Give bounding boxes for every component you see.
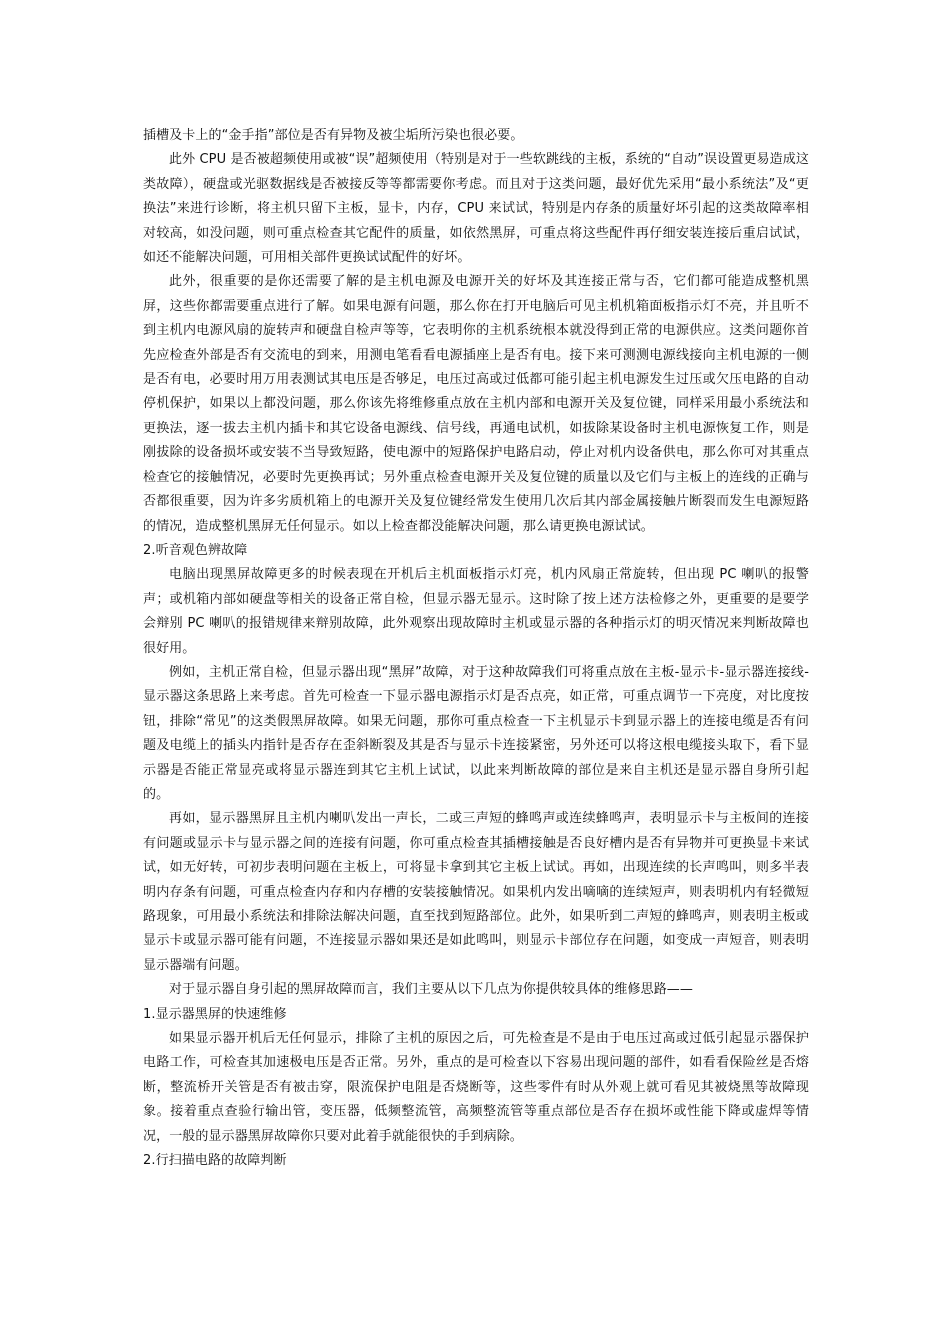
section-heading-listen-observe: 2.听音观色辨故障	[143, 542, 248, 558]
document-page	[143, 124, 809, 1173]
paragraph-beep-example: 再如，显示器黑屏且主机内喇叭发出一声长，二或三声短的蜂鸣声或连续蜂鸣声，表明显示卡与主板间的连接有问题或显示卡与显示器之间的连接有问题，你可重点检查其插槽接触是否良好槽内是否有异物并可更换显卡来试试，如无好转，可初步表明问题在主板上，可将显卡拿到其它主板上试试。再如，出现连续的长声鸣叫，则多半表明内存条有问题，可重点检查内存和内存槽的安装接触情况。如果机内发出嘀嘀的连续短声，则表明机内有轻微短路现象，可用最小系统法和排除法解决问题，直至找到短路部位。此外，如果听到二声短的蜂鸣声，则表明主板或显示卡或显示器可能有问题，不连接显示器如果还是如此鸣叫，则显示卡部位存在问题，如变成一声短音，则表明显示器端有问题。	[143, 811, 809, 973]
paragraph-continuation: 插槽及卡上的“金手指”部位是否有异物及被尘垢所污染也很必要。	[143, 128, 524, 143]
paragraph-monitor-intro: 对于显示器自身引起的黑屏故障而言，我们主要从以下几点为你提供较具体的维修思路——	[169, 982, 694, 998]
paragraph-monitor-repair: 如果显示器开机后无任何显示，排除了主机的原因之后，可先检查是不是由于电压过高或过低引起显示器保护电路工作，可检查其加速极电压是否正常。另外，重点的是可检查以下容易出现问题的部件，如看看保险丝是否熔断，整流桥开关管是否有被击穿，限流保护电阻是否烧断等，这些零件有时从外观上就可看见其被烧黑等故障现象。接着重点查验行输出管，变压器，低频整流管，高频整流管等重点部位是否存在损坏或性能下降或虚焊等情况，一般的显示器黑屏故障你只要对此着手就能很快的手到病除。	[143, 1031, 809, 1144]
paragraph-cpu-overclock: 此外 CPU 是否被超频使用或被“误”超频使用（特别是对于一些软跳线的主板，系统的“自动”误设置更易造成这类故障），硬盘或光驱数据线是否被接反等等都需要你考虑。而且对于这类问题，最好优先采用“最小系统法”及“更换法”来进行诊断，将主机只留下主板，显卡，内存，CPU 来试试，特别是内存条的质量好坏引起的这类故障率相对较高，如没问题，则可重点检查其它配件的质量，如依然黑屏，可重点将这些配件再仔细安装连接后重启试试，如还不能解决问题，可用相关部件更换试试配件的好坏。	[143, 152, 809, 266]
paragraph-power-supply: 此外，很重要的是你还需要了解的是主机电源及电源开关的好坏及其连接正常与否，它们都可能造成整机黑屏，这些你都需要重点进行了解。如果电源有问题，那么你在打开电脑后可见主机机箱面板指示灯不亮，并且听不到主机内电源风扇的旋转声和硬盘自检声等等，它表明你的主机系统根本就没得到正常的电源供应。这类问题你首先应检查外部是否有交流电的到来，用测电笔看看电源插座上是否有电。接下来可测测电源线接向主机电源的一侧是否有电，必要时用万用表测试其电压是否够足，电压过高或过低都可能引起主机电源发生过压或欠压电路的自动停机保护，如果以上都没问题，那么你该先将维修重点放在主机内部和电源开关及复位键，同样采用最小系统法和更换法，逐一拔去主机内插卡和其它设备电源线、信号线，再通电试机，如拔除某设备时主机电源恢复工作，则是刚拔除的设备损坏或安装不当导致短路，使电源中的短路保护电路启动，停止对机内设备供电，那么你可对其重点检查它的接触情况，必要时先更换再试；另外重点检查电源开关及复位键的质量以及它们与主板上的连线的正确与否都很重要，因为许多劣质机箱上的电源开关及复位键经常发生使用几次后其内部金属接触片断裂而发生电源短路的情况，造成整机黑屏无任何显示。如以上检查都没能解决问题，那么请更换电源试试。	[143, 274, 809, 534]
section-heading-monitor-quick-repair: 1.显示器黑屏的快速维修	[143, 1006, 287, 1022]
section-heading-line-scan: 2.行扫描电路的故障判断	[143, 1153, 287, 1169]
paragraph-beep-codes: 电脑出现黑屏故障更多的时候表现在开机后主机面板指示灯亮，机内风扇正常旋转，但出现 PC 喇叭的报警声；或机箱内部如硬盘等相关的设备正常自检，但显示器无显示。这时除了按上述方法检修之外，更重要的是要学会辩别 PC 喇叭的报错规律来辩别故障，此外观察出现故障时主机或显示器的各种指示灯的明灭情况来判断故障也很好用。	[143, 567, 809, 656]
paragraph-display-example: 例如，主机正常自检，但显示器出现“黑屏”故障，对于这种故障我们可将重点放在主板-显示卡-显示器连接线-显示器这条思路上来考虑。首先可检查一下显示器电源指示灯是否点亮，如正常，可重点调节一下亮度，对比度按钮，排除“常见”的这类假黑屏故障。如果无问题，那你可重点检查一下主机显示卡到显示器上的连接电缆是否有问题及电缆上的插头内指针是否存在歪斜断裂及其是否与显示卡连接紧密，另外还可以将这根电缆接头取下，看下显示器是否能正常显亮或将显示器连到其它主机上试试，以此来判断故障的部位是来自主机还是显示器自身所引起的。	[143, 664, 809, 802]
